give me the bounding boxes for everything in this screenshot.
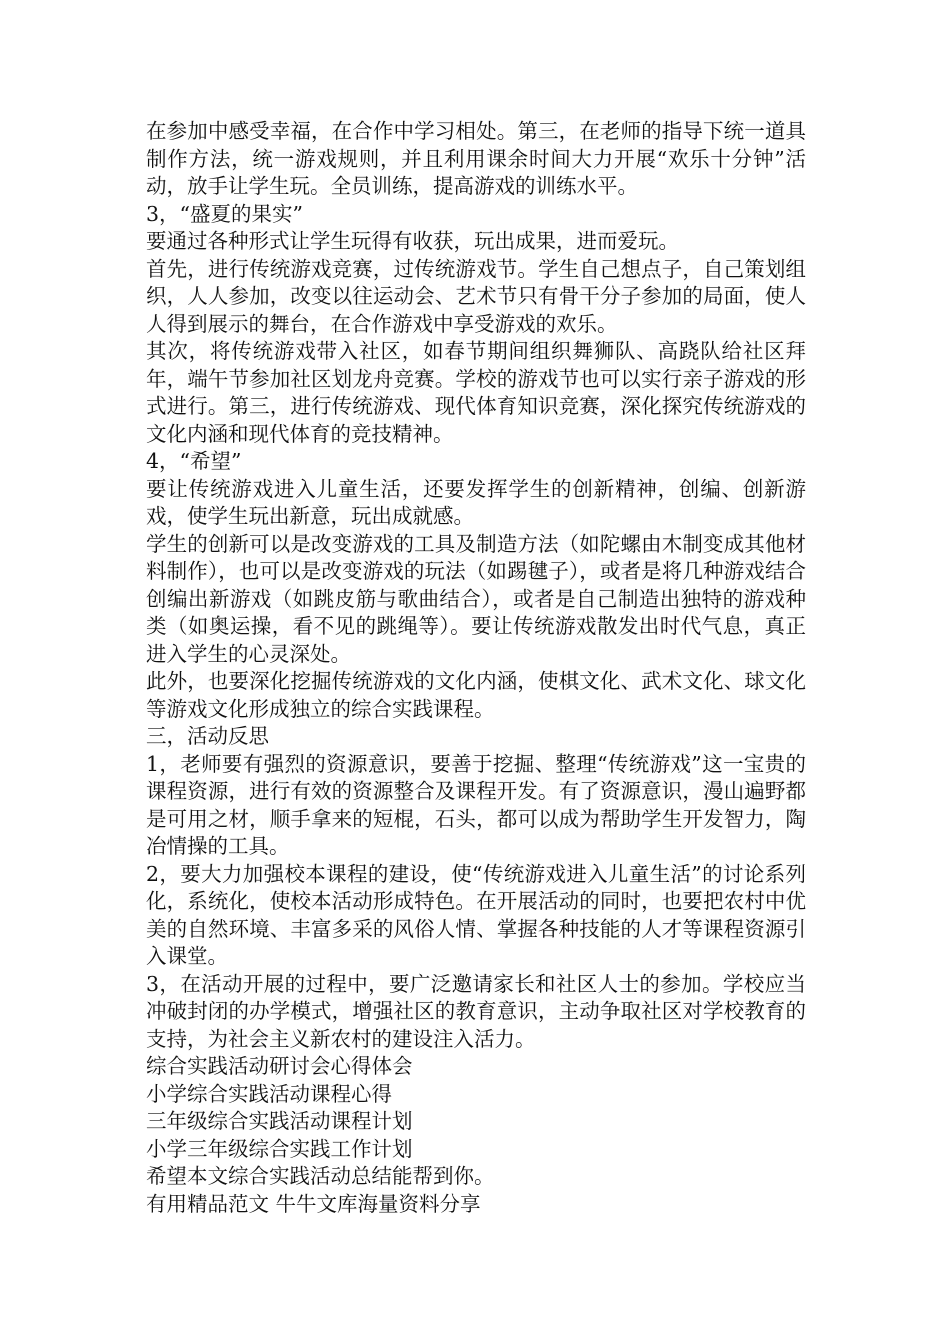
related-link-4: 小学三年级综合实践工作计划: [146, 1136, 413, 1161]
paragraph-harvest: 要通过各种形式让学生玩得有收获，玩出成果，进而爱玩。: [146, 229, 679, 253]
related-link-1: 综合实践活动研讨会心得体会: [146, 1054, 413, 1078]
paragraph-student-creativity: 学生的创新可以是改变游戏的工具及制造方法（如陀螺由木制变成其他材料制作），也可以是改变游戏的玩法（如踢毽子），或者是将几种游戏结合创编出新游戏（如跳皮筋与歌曲结合），或者是自己制造出独特的游戏种类（如奥运操，看不见的跳绳等）。要让传统游戏散发出时代气息，真正进入学生的心灵深处。: [146, 531, 806, 666]
paragraph-innovation: 要让传统游戏进入儿童生活，还要发挥学生的创新精神，创编、创新游戏，使学生玩出新意，玩出成就感。: [146, 476, 806, 528]
heading-summer-fruit: 3，“盛夏的果实”: [146, 201, 304, 226]
heading-hope: 4，“希望”: [146, 449, 242, 473]
paragraph-reflection-1: 1，老师要有强烈的资源意识，要善于挖掘、整理“传统游戏”这一宝贵的课程资源，进行有效的资源整合及课程开发。有了资源意识，漫山遍野都是可用之材，顺手拿来的短棍，石头，都可以成为帮助学生开发智力，陶冶情操的工具。: [146, 751, 806, 858]
related-link-3: 三年级综合实践活动课程计划: [146, 1109, 413, 1133]
paragraph-reflection-3: 3，在活动开展的过程中，要广泛邀请家长和社区人士的参加。学校应当冲破封闭的办学模式，增强社区的教育意识，主动争取社区对学校教育的支持，为社会主义新农村的建设注入活力。: [146, 971, 806, 1051]
document-body: [146, 118, 806, 1218]
heading-reflection: 三，活动反思: [146, 724, 269, 748]
paragraph-second-community: 其次，将传统游戏带入社区，如春节期间组织舞狮队、高跷队给社区拜年，端午节参加社区划龙舟竞赛。学校的游戏节也可以实行亲子游戏的形式进行。第三，进行传统游戏、现代体育知识竞赛，深化探究传统游戏的文化内涵和现代体育的竞技精神。: [146, 339, 806, 446]
related-link-2: 小学综合实践活动课程心得: [146, 1081, 392, 1106]
paragraph-first-competition: 首先，进行传统游戏竞赛，过传统游戏节。学生自己想点子，自己策划组织，人人参加，改变以往运动会、艺术节只有骨干分子参加的局面，使人人得到展示的舞台，在合作游戏中享受游戏的欢乐。: [146, 256, 806, 336]
footer-source: 有用精品范文 牛牛文库海量资料分享: [146, 1191, 481, 1216]
paragraph-culture: 此外，也要深化挖掘传统游戏的文化内涵，使棋文化、武术文化、球文化等游戏文化形成独立的综合实践课程。: [146, 669, 806, 721]
paragraph-participation: 在参加中感受幸福，在合作中学习相处。第三，在老师的指导下统一道具制作方法，统一游戏规则，并且利用课余时间大力开展“欢乐十分钟”活动，放手让学生玩。全员训练，提高游戏的训练水平。: [146, 119, 806, 198]
closing-line: 希望本文综合实践活动总结能帮到你。: [146, 1164, 495, 1188]
paragraph-reflection-2: 2，要大力加强校本课程的建设，使“传统游戏进入儿童生活”的讨论系列化，系统化，使校本活动形成特色。在开展活动的同时，也要把农村中优美的自然环境、丰富多采的风俗人情、掌握各种技能的人才等课程资源引入课堂。: [146, 861, 806, 968]
